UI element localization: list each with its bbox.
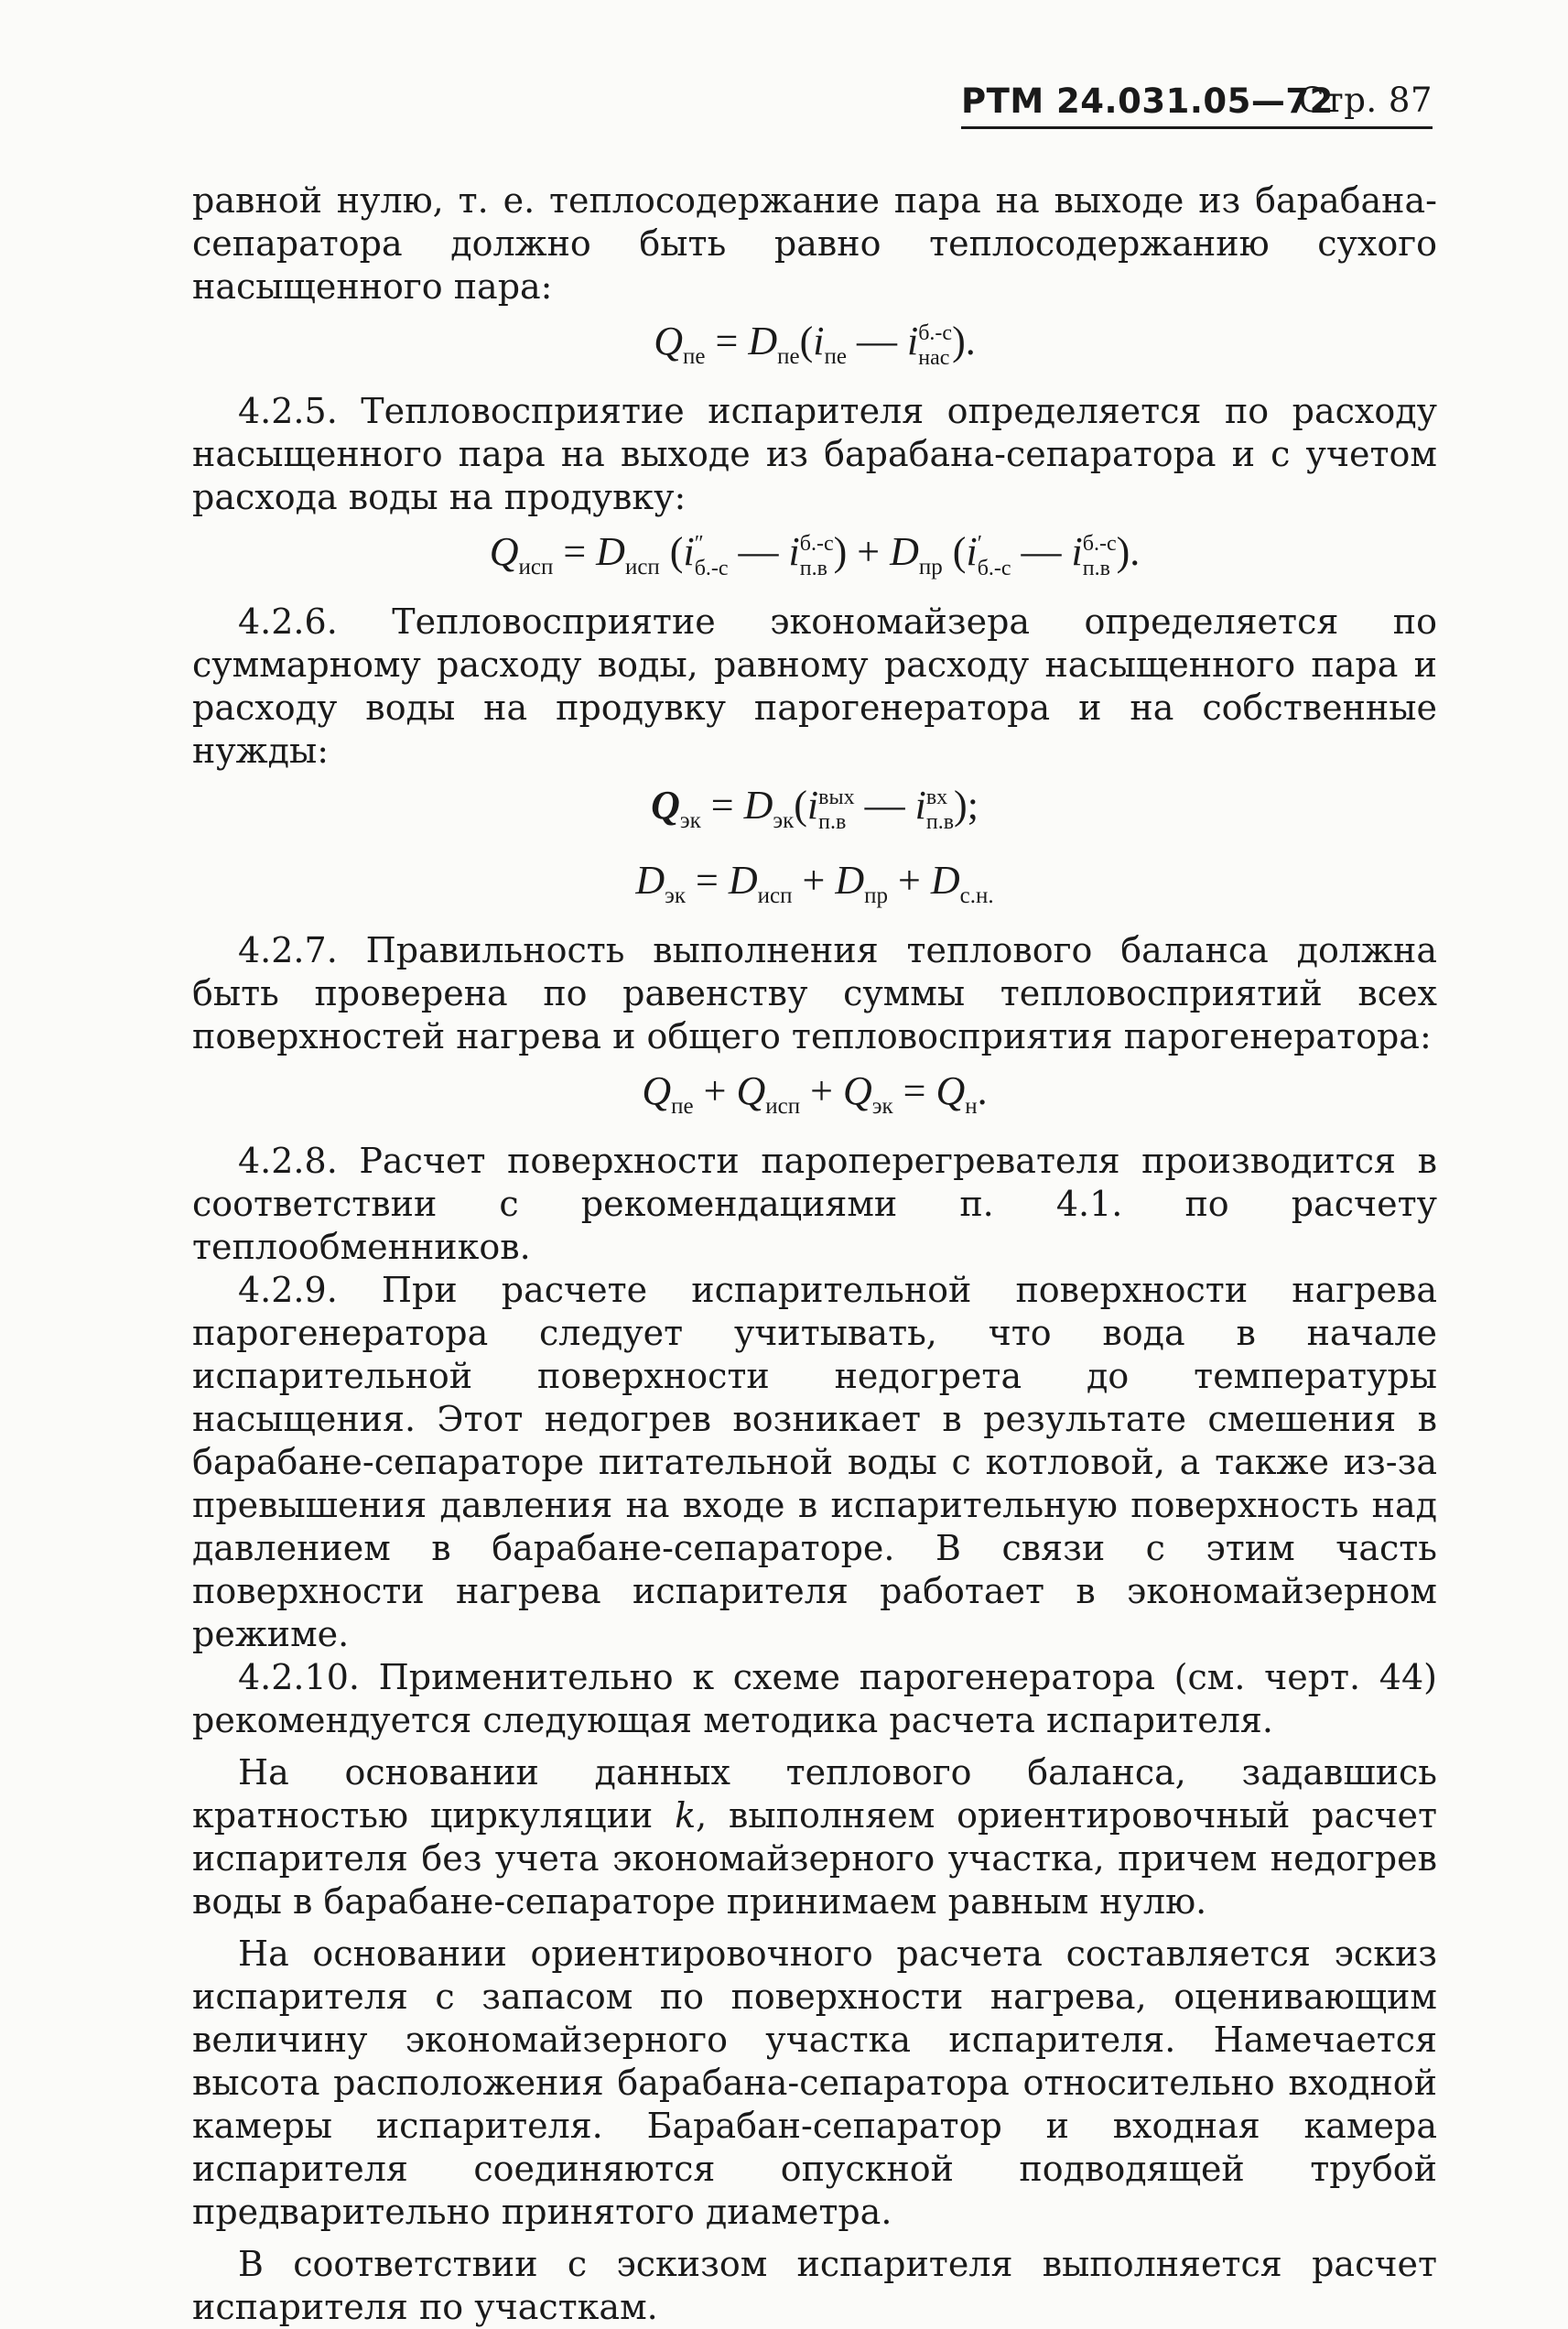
symbol: Q — [935, 1068, 966, 1114]
subscript: эк — [773, 807, 795, 833]
superscript: б.-с — [799, 531, 834, 556]
symbol: i — [914, 782, 926, 828]
operator: ( — [952, 528, 967, 574]
operator: = — [715, 319, 739, 363]
operator: — — [856, 319, 897, 363]
superscript: вх — [925, 785, 948, 809]
symbol: D — [596, 528, 625, 574]
paragraph-4-2-10: 4.2.10. Применительно к схеме парогенератора (см. черт. 44) рекомендуется следующая методика расчета испарителя. — [192, 1656, 1437, 1740]
paragraph-4-2-7: 4.2.7. Правильность выполнения теплового баланса должна быть проверена по равенству суммы тепловосприятий всех поверхностей нагрева и общего тепловосприятия парогенератора: — [192, 930, 1437, 1057]
subscript: пе — [777, 343, 800, 369]
operator: — — [1021, 528, 1062, 574]
symbol: i — [906, 319, 919, 363]
symbol: i — [966, 528, 978, 574]
formula-q-isp — [192, 525, 1437, 595]
paragraph-4-2-9: 4.2.9. При расчете испарительной поверхности нагрева парогенератора следует учитывать, что вода в начале испарительной поверхности недогрета до температуры насыщения. Этот недогрев возникает в результате смешения в барабане-сепараторе питательной воды с котловой, а также из-за превышения давления на входе в испарительную поверхность над давлением в барабане-сепараторе. В связи с этим часть поверхности нагрева испарителя работает в экономайзерном режиме. — [192, 1269, 1437, 1654]
operator: ( — [794, 782, 807, 828]
subscript: эк — [871, 1093, 893, 1119]
symbol: Q — [489, 528, 519, 574]
operator: ) — [1116, 528, 1130, 574]
symbol: Q — [654, 319, 684, 363]
symbol: D — [728, 858, 758, 904]
subscript: п.в — [1082, 556, 1110, 580]
subscript: пе — [671, 1093, 694, 1119]
symbol: i — [1071, 528, 1083, 574]
page-number: Стр. 87 — [1298, 81, 1433, 120]
subscript: п.в — [818, 809, 847, 834]
superscript: б.-с — [1082, 531, 1117, 556]
index-stack — [918, 322, 952, 369]
subscript: исп — [765, 1093, 801, 1119]
superscript: б.-с — [918, 321, 953, 345]
symbol: D — [748, 319, 778, 363]
subscript: п.в — [799, 556, 827, 580]
subscript: исп — [518, 554, 554, 580]
paragraph-4-2-8: 4.2.8. Расчет поверхности пароперегревателя производится в соответствии с рекомендациями п. 4.1. по расчету теплообменников. — [192, 1140, 1437, 1267]
operator: = — [710, 782, 734, 828]
symbol: Q — [642, 1068, 672, 1114]
symbol: D — [743, 782, 773, 828]
subscript: исп — [624, 554, 660, 580]
variable-k: k — [675, 1794, 697, 1836]
subscript: н — [965, 1093, 978, 1119]
index-stack — [926, 786, 954, 833]
text-segment: , выполняем ориентировочный расчет испарителя без учета экономайзерного участка, причем недогрев воды в барабане-сепараторе принимаем равным нулю. — [192, 1794, 1438, 1922]
paragraph-4-2-6: 4.2.6. Тепловосприятие экономайзера определяется по суммарному расходу воды, равному расходу насыщенного пара и расходу воды на продувку парогенератора и на собственные нужды: — [192, 601, 1437, 771]
operator: = — [903, 1068, 926, 1114]
subscript: нас — [918, 346, 950, 370]
operator: ; — [967, 782, 979, 828]
paragraph-sketch: На основании ориентировочного расчета составляется эскиз испарителя с запасом по поверхности нагрева, оценивающим величину экономайзерного участка испарителя. Намечается высота расположения барабана-сепаратора относительно входной камеры испарителя. Барабан-сепаратор и входная камера испарителя соединяются опускной подводящей трубой предварительно принятого диаметра. — [192, 1933, 1437, 2232]
document-body — [192, 179, 1437, 2329]
operator: . — [965, 319, 976, 363]
page-header — [961, 81, 1433, 129]
operator: + — [810, 1068, 833, 1114]
operator: + — [857, 528, 881, 574]
symbol: Q — [842, 1068, 872, 1114]
superscript: вых — [818, 785, 855, 809]
symbol: D — [930, 858, 960, 904]
subscript: п.в — [925, 809, 955, 834]
index-stack — [1083, 533, 1117, 580]
operator: ) — [954, 782, 968, 828]
symbol: Q — [651, 782, 680, 828]
operator: + — [703, 1068, 727, 1114]
index-stack — [695, 533, 729, 580]
operator: — — [864, 782, 905, 828]
operator: ) — [833, 528, 848, 574]
symbol: D — [835, 858, 865, 904]
superscript: ″ — [694, 531, 704, 556]
formula-q-ek — [192, 778, 1437, 849]
index-stack — [978, 533, 1011, 580]
operator: . — [977, 1068, 988, 1114]
paragraph-4-2-5: 4.2.5. Тепловосприятие испарителя определяется по расходу насыщенного пара на выходе из барабана-сепаратора и с учетом расхода воды на продувку: — [192, 390, 1437, 517]
symbol: i — [683, 528, 695, 574]
operator: ( — [799, 319, 814, 363]
paragraph-base-calculation — [192, 1751, 1437, 1923]
paragraph-intro: равной нулю, т. е. теплосодержание пара на выходе из барабана-сепаратора должно быть равно теплосодержанию сухого насыщенного пара: — [192, 180, 1437, 307]
operator: . — [1130, 528, 1141, 574]
index-stack — [818, 786, 854, 833]
subscript: б.-с — [977, 556, 1011, 580]
symbol: Q — [736, 1068, 766, 1114]
subscript: пе — [683, 343, 706, 369]
subscript: пр — [864, 883, 889, 909]
symbol: i — [813, 319, 825, 363]
index-stack — [800, 533, 834, 580]
subscript: эк — [679, 807, 701, 833]
subscript: пе — [824, 343, 847, 369]
formula-q-pe — [192, 314, 1437, 385]
subscript: исп — [757, 883, 793, 909]
subscript: пр — [918, 554, 943, 580]
operator: = — [696, 858, 719, 904]
formula-balance — [192, 1064, 1437, 1134]
text-segment: На основании данных теплового баланса, задавшись кратностью циркуляции — [192, 1751, 1437, 1836]
document-code: РТМ 24.031.05—72 — [961, 81, 1334, 121]
superscript: ′ — [977, 531, 982, 556]
operator: ( — [669, 528, 684, 574]
symbol: D — [635, 858, 665, 904]
symbol: i — [806, 782, 819, 828]
symbol: D — [890, 528, 919, 574]
subscript: эк — [665, 883, 687, 909]
operator: ) — [952, 319, 966, 363]
operator: + — [898, 858, 921, 904]
operator: + — [802, 858, 826, 904]
formula-d-ek — [192, 853, 1437, 924]
subscript: с.н. — [959, 883, 994, 909]
operator: — — [738, 528, 779, 574]
paragraph-final: В соответствии с эскизом испарителя выполняется расчет испарителя по участкам. — [192, 2243, 1437, 2327]
subscript: б.-с — [694, 556, 729, 580]
operator: = — [563, 528, 587, 574]
symbol: i — [788, 528, 800, 574]
